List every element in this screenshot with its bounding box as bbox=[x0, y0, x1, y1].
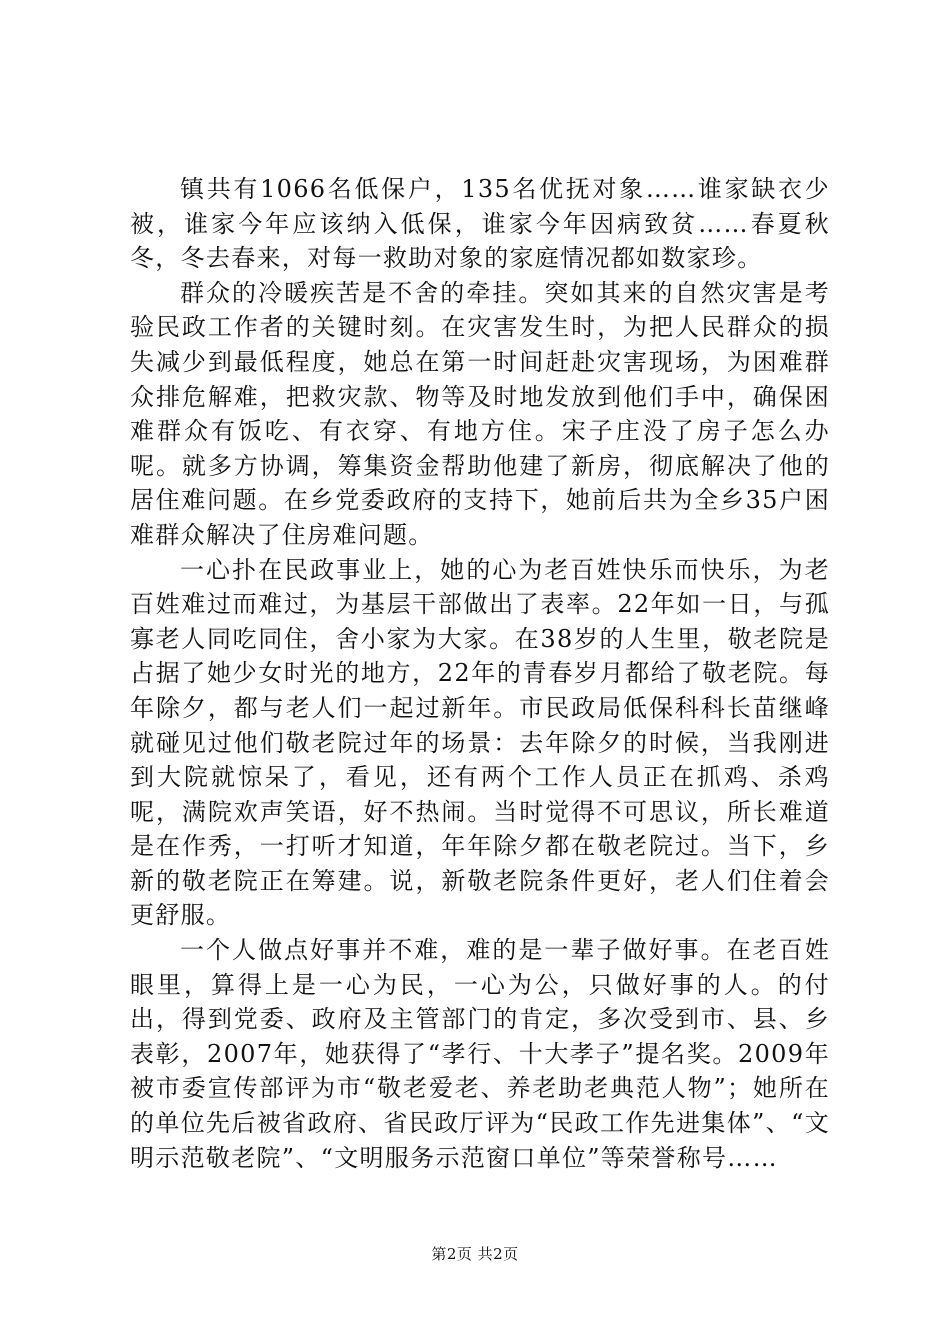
document-body bbox=[130, 172, 830, 1175]
page-number-footer: 第2页 共2页 bbox=[431, 1245, 519, 1263]
paragraph-2: 群众的冷暖疾苦是不舍的牵挂。突如其来的自然灾害是考验民政工作者的关键时刻。在灾害发生时，为把人民群众的损失减少到最低程度，她总在第一时间赶赴灾害现场，为困难群众排危解难，把救灾款、物等及时地发放到他们手中，确保困难群众有饭吃、有衣穿、有地方住。宋子庄没了房子怎么办呢。就多方协调，筹集资金帮助他建了新房，彻底解决了他的居住难问题。在乡党委政府的支持下，她前后共为全乡35户困难群众解决了住房难问题。 bbox=[130, 278, 830, 549]
paragraph-4: 一个人做点好事并不难，难的是一辈子做好事。在老百姓眼里，算得上是一心为民，一心为公，只做好事的人。的付出，得到党委、政府及主管部门的肯定，多次受到市、县、乡表彰，2007年，她获得了“孝行、十大孝子”提名奖。2009年被市委宣传部评为市“敬老爱老、养老助老典范人物”；她所在的单位先后被省政府、省民政厅评为“民政工作先进集体”、“文明示范敬老院”、“文明服务示范窗口单位”等荣誉称号…… bbox=[130, 936, 830, 1172]
paragraph-1: 镇共有1066名低保户，135名优抚对象……谁家缺衣少被，谁家今年应该纳入低保，谁家今年因病致贫……春夏秋冬，冬去春来，对每一救助对象的家庭情况都如数家珍。 bbox=[130, 175, 830, 273]
paragraph-3: 一心扑在民政事业上，她的心为老百姓快乐而快乐，为老百姓难过而难过，为基层干部做出了表率。22年如一日，与孤寡老人同吃同住，舍小家为大家。在38岁的人生里，敬老院是占据了她少女时光的地方，22年的青春岁月都给了敬老院。每年除夕，都与老人们一起过新年。市民政局低保科科长苗继峰就碰见过他们敬老院过年的场景：去年除夕的时候，当我刚进到大院就惊呆了，看见，还有两个工作人员正在抓鸡、杀鸡呢，满院欢声笑语，好不热闹。当时觉得不可思议，所长难道是在作秀，一打听才知道，年年除夕都在敬老院过。当下，乡新的敬老院正在筹建。说，新敬老院条件更好，老人们住着会更舒服。 bbox=[130, 555, 830, 930]
